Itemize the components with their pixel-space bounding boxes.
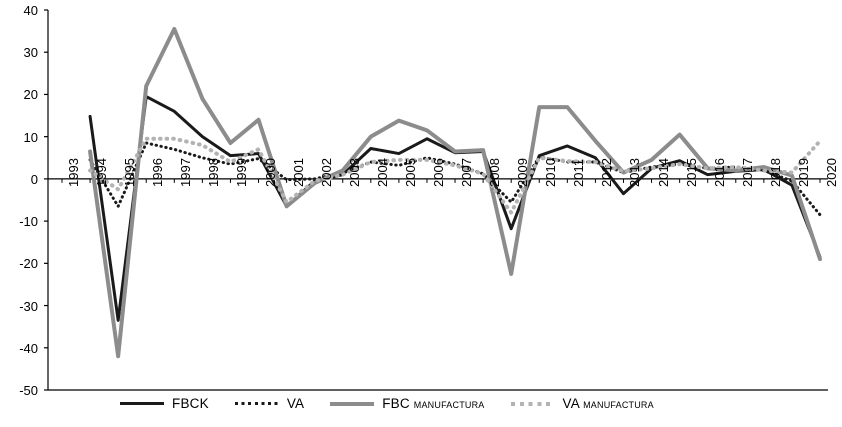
y-tick-label: -40 (19, 340, 38, 356)
x-tick-label: 2011 (571, 158, 587, 187)
x-tick-label: 2018 (767, 157, 783, 187)
legend-swatch-icon (330, 402, 374, 406)
y-tick-label: -30 (19, 298, 38, 314)
y-tick-label: -10 (19, 214, 38, 230)
x-tick-label: 1998 (206, 157, 222, 187)
x-tick-label: 2013 (627, 157, 643, 187)
legend-swatch-icon (511, 402, 555, 406)
x-tick-label: 1996 (150, 157, 166, 187)
x-tick-label: 1997 (178, 157, 194, 187)
x-tick-label: 1993 (66, 157, 81, 187)
x-tick-label: 2015 (683, 157, 699, 187)
y-tick-label: 0 (30, 171, 38, 187)
x-tick-label: 2007 (459, 157, 475, 187)
legend-swatch-icon (235, 402, 279, 405)
x-tick-label: 2000 (262, 157, 278, 187)
legend-item (330, 396, 484, 411)
x-tick-label: 2002 (318, 157, 334, 187)
y-tick-label: 20 (23, 87, 38, 103)
x-tick-label: 1995 (122, 157, 138, 187)
x-tick-label: 2020 (824, 157, 839, 187)
x-tick-label: 2019 (795, 157, 811, 187)
legend-label: FBCK (172, 396, 209, 411)
x-tick-label: 2010 (543, 157, 559, 187)
y-tick-label: 10 (23, 129, 38, 145)
y-tick-label: 40 (23, 3, 38, 18)
x-tick-label: 2017 (739, 157, 755, 187)
x-tick-label: 2003 (346, 157, 362, 187)
chart-legend (120, 396, 680, 411)
legend-label: FBC manufactura (382, 396, 485, 411)
legend-item (511, 396, 654, 411)
x-tick-label: 2006 (430, 157, 446, 187)
y-tick-label: 30 (23, 45, 38, 61)
x-tick-label: 2001 (290, 157, 306, 187)
x-tick-label: 1999 (234, 157, 250, 187)
x-tick-label: 2014 (655, 157, 671, 187)
x-tick-label: 1994 (94, 157, 110, 187)
legend-label: VA (286, 396, 305, 411)
legend-label: VA manufactura (562, 396, 654, 411)
x-tick-label: 2005 (402, 157, 418, 187)
series-line-2 (90, 29, 820, 356)
y-tick-label: -20 (19, 256, 38, 272)
x-tick-label: 2004 (374, 157, 390, 187)
y-tick-label: -50 (19, 383, 38, 398)
legend-item (120, 396, 209, 411)
x-tick-label: 2012 (599, 157, 615, 187)
series-line-0 (90, 97, 820, 321)
x-tick-label: 2009 (515, 157, 531, 187)
legend-item (235, 396, 304, 411)
x-tick-label: 2008 (487, 157, 503, 187)
x-tick-label: 2016 (711, 157, 727, 187)
legend-swatch-icon (120, 402, 164, 405)
